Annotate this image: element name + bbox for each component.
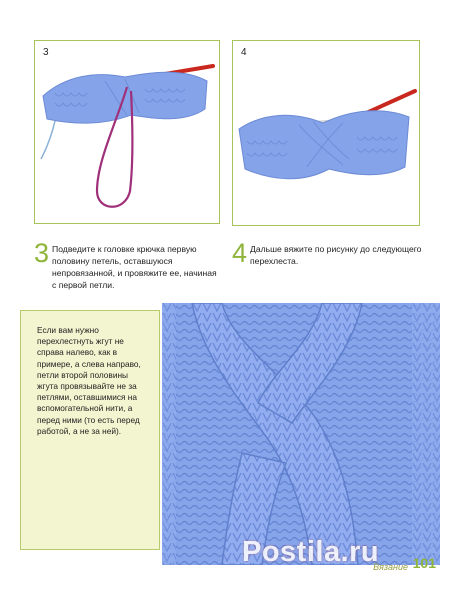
- cable-knit-photo: [162, 303, 440, 565]
- step-text: Дальше вяжите по рисунку до следующего перехлеста.: [250, 244, 422, 266]
- photo-step-3: [34, 40, 220, 224]
- step-text: Подведите к головке крючка первую половину петель, оставшуюся непровязанной, и провяжите ее, начиная с первой петли.: [52, 244, 217, 290]
- tip-note: [20, 310, 160, 550]
- photo-step-4: [232, 40, 420, 226]
- cable-knit-illustration: [162, 303, 440, 565]
- page-number: 101: [412, 555, 436, 571]
- step-3: [34, 238, 218, 291]
- step-4: [232, 238, 422, 268]
- watermark: Postila.ru: [242, 536, 380, 568]
- photo-number: 4: [241, 47, 247, 58]
- tip-note-text: Если вам нужно перехлестнуть жгут не справа налево, как в примере, а слева направо, петли второй половины жгута провязывайте не за петлями, оставшимися на вспомогательной нити, а перед ними (то есть перед работой, а не за ней).: [37, 325, 141, 436]
- knitting-photo-3-illustration: [35, 41, 219, 223]
- footer-title: Вязание: [373, 562, 408, 572]
- knitting-photo-4-illustration: [233, 41, 419, 225]
- step-number: 4: [232, 238, 248, 268]
- step-number: 3: [34, 238, 50, 268]
- photo-number: 3: [43, 47, 49, 58]
